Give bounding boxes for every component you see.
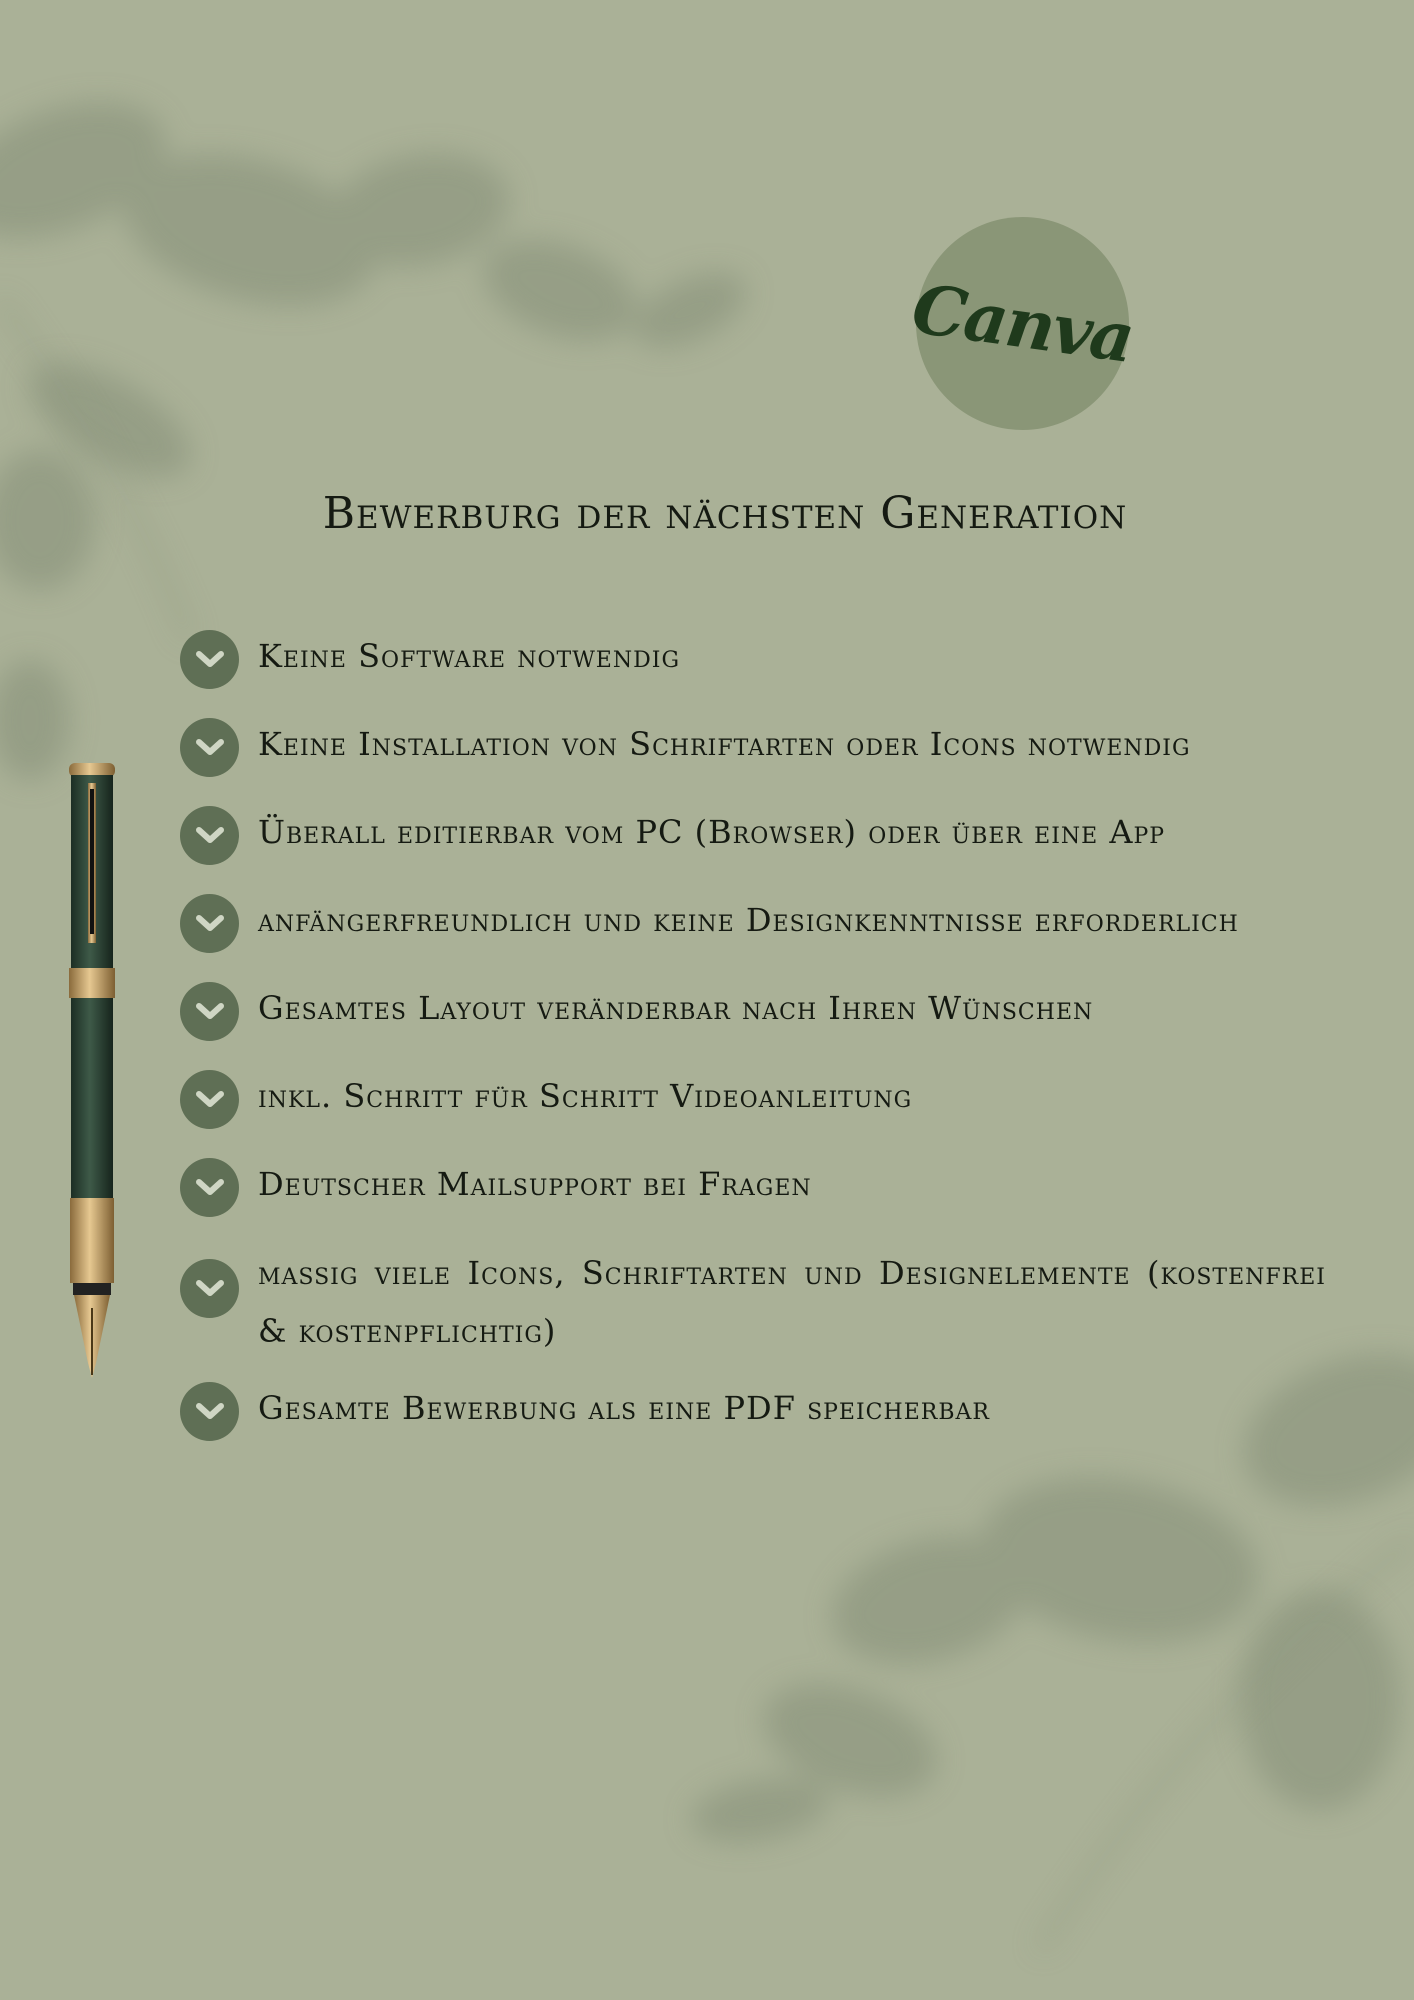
fountain-pen-illustration (62, 763, 122, 1383)
check-icon (180, 1158, 239, 1217)
feature-text: Keine Installation von Schriftarten oder Icons notwendig (258, 725, 1191, 763)
page-title: Bewerburg der nächsten Generation (322, 488, 1128, 539)
feature-text: Deutscher Mailsupport bei Fragen (258, 1165, 812, 1203)
feature-text: inkl. Schritt für Schritt Videoanleitung (258, 1077, 913, 1115)
canva-logo-text: Canva (907, 268, 1138, 379)
feature-text: Gesamtes Layout veränderbar nach Ihren Wünschen (258, 989, 1094, 1027)
feature-text: massig viele Icons, Schriftarten und Designelemente (kostenfrei & kostenpflichtig) (258, 1254, 1326, 1350)
check-icon (180, 1259, 239, 1318)
check-icon (180, 806, 239, 865)
check-icon (180, 1070, 239, 1129)
feature-text: anfängerfreundlich und keine Designkenntnisse erforderlich (258, 901, 1239, 939)
feature-text: Keine Software notwendig (258, 637, 681, 675)
feature-text: Überall editierbar vom PC (Browser) oder über eine App (258, 813, 1166, 851)
check-icon (180, 718, 239, 777)
check-icon (180, 982, 239, 1041)
feature-text: Gesamte Bewerbung als eine PDF speicherbar (258, 1389, 990, 1427)
check-icon (180, 1382, 239, 1441)
check-icon (180, 630, 239, 689)
check-icon (180, 894, 239, 953)
canva-logo (907, 217, 1138, 430)
